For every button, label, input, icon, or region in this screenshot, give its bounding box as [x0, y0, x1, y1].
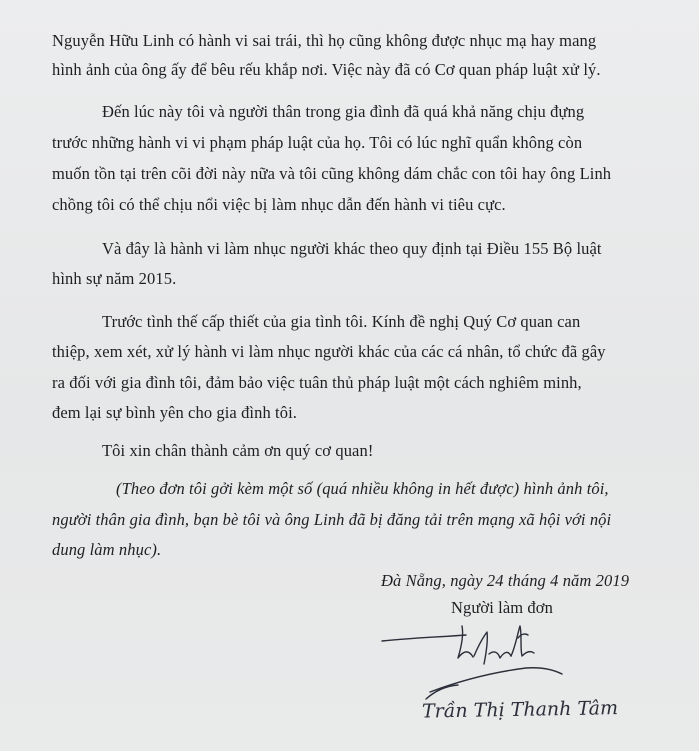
- paragraph-6: [0, 478, 699, 564]
- paragraph-1-line-2: hình ảnh của ông ấy để bêu rếu khắp nơi. Việc này đã có Cơ quan pháp luật xử lý.: [52, 60, 601, 79]
- signature-name-text: Trần Thị Thanh Tâm: [421, 697, 619, 723]
- paragraph-5-line-1: Tôi xin chân thành cảm ơn quý cơ quan!: [102, 441, 374, 460]
- paragraph-2-line-4: chồng tôi có thể chịu nổi việc bị làm nhục dẫn đến hành vi tiêu cực.: [52, 195, 506, 214]
- paragraph-2-line-1: Đến lúc này tôi và người thân trong gia đình đã quá khả năng chịu đựng: [102, 102, 585, 121]
- paragraph-2-line-2: trước những hành vi vi phạm pháp luật của họ. Tôi có lúc nghĩ quẩn không còn: [52, 133, 583, 152]
- signature-name-drawing: [370, 610, 630, 740]
- paragraph-4-line-4: đem lại sự bình yên cho gia đình tôi.: [52, 403, 297, 422]
- paragraph-4-line-1: Trước tình thế cấp thiết của gia tình tôi. Kính đề nghị Quý Cơ quan can: [102, 312, 581, 331]
- paragraph-3-line-1: Và đây là hành vi làm nhục người khác theo quy định tại Điều 155 Bộ luật: [102, 239, 602, 258]
- paragraph-6-line-2: người thân gia đình, bạn bè tôi và ông Linh đã bị đăng tải trên mạng xã hội với nội: [52, 510, 612, 529]
- paragraph-4-line-2: thiệp, xem xét, xử lý hành vi làm nhục người khác của các cá nhân, tổ chức đã gây: [52, 342, 606, 361]
- paragraph-3: [0, 238, 699, 294]
- date-line: Đà Nẵng, ngày 24 tháng 4 năm 2019: [381, 571, 630, 590]
- handwritten-signature: [370, 610, 630, 740]
- paragraph-2-line-3: muốn tồn tại trên cõi đời này nữa và tôi cũng không dám chắc con tôi hay ông Linh: [52, 164, 612, 183]
- paragraph-6-line-1: (Theo đơn tôi gởi kèm một số (quá nhiều không in hết được) hình ảnh tôi,: [116, 479, 609, 498]
- paragraph-4: [0, 311, 699, 431]
- paragraph-5: [0, 440, 699, 464]
- paragraph-3-line-2: hình sự năm 2015.: [52, 269, 177, 288]
- signer-role: Người làm đơn: [451, 598, 553, 617]
- paragraph-6-line-3: dung làm nhục).: [52, 540, 162, 559]
- paragraph-1: [0, 30, 699, 86]
- paragraph-2: [0, 101, 699, 221]
- paragraph-4-line-3: ra đối với gia đình tôi, đảm bảo việc tuân thủ pháp luật một cách nghiêm minh,: [52, 373, 582, 392]
- paragraph-1-line-1: Nguyễn Hữu Linh có hành vi sai trái, thì họ cũng không được nhục mạ hay mang: [52, 31, 597, 50]
